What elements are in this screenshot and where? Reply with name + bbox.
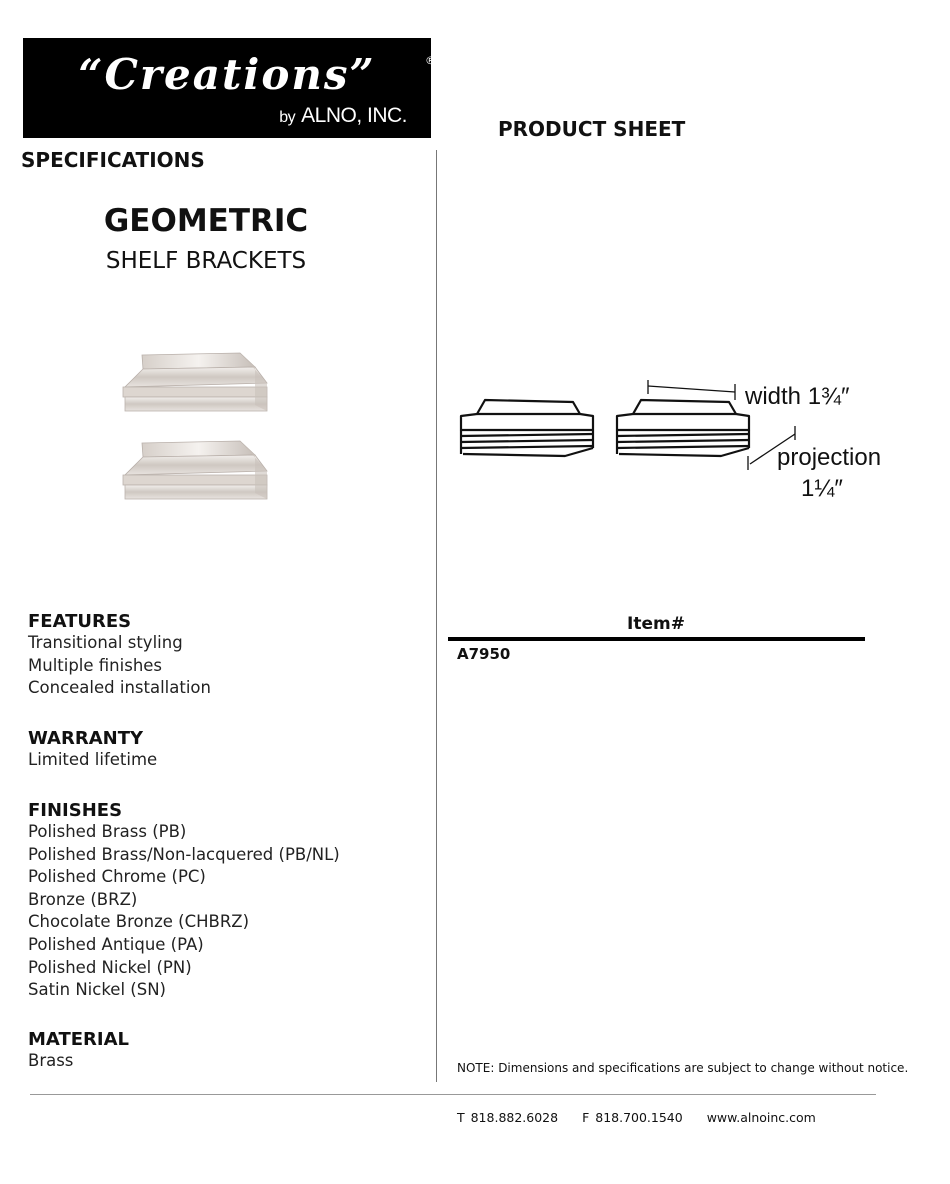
finish-item: Chocolate Bronze (CHBRZ)	[28, 912, 250, 932]
item-header-rule	[448, 637, 865, 641]
item-code: A7950	[457, 645, 511, 663]
projection-label: projection	[777, 444, 882, 471]
finishes-section	[28, 800, 340, 1002]
feature-item: Transitional styling	[28, 633, 183, 652]
logo-company	[279, 104, 407, 128]
bracket-photo-bottom	[123, 441, 267, 499]
feature-item: Multiple finishes	[28, 655, 163, 675]
phone-number: T 818.882.6028	[457, 1110, 559, 1125]
feature-item: Concealed installation	[28, 678, 211, 698]
width-dimension-line	[648, 380, 735, 400]
finish-item: Polished Brass (PB)	[28, 822, 187, 841]
finish-item: Bronze (BRZ)	[28, 889, 138, 909]
finish-item: Satin Nickel (SN)	[28, 980, 166, 1000]
disclaimer-note: NOTE: Dimensions and specifications are subject to change without notice.	[457, 1061, 909, 1075]
product-title: GEOMETRIC	[103, 203, 309, 239]
contact-info	[457, 1110, 834, 1125]
column-divider	[436, 150, 437, 1082]
warranty-section	[28, 728, 157, 772]
bracket-photo-top	[123, 353, 267, 411]
logo-brand-text: “Creations”	[78, 50, 376, 99]
fax-number: F 818.700.1540	[582, 1110, 683, 1125]
projection-value: 1¼″	[801, 475, 843, 502]
finish-item: Polished Nickel (PN)	[28, 957, 192, 977]
bracket-drawing-right	[617, 400, 749, 456]
item-header: Item#	[627, 614, 685, 634]
logo-company-name: ALNO, INC.	[301, 104, 407, 127]
material-section	[28, 1029, 129, 1073]
logo-by: by	[279, 109, 296, 126]
finishes-title: FINISHES	[28, 800, 123, 821]
features-section	[28, 611, 211, 700]
brand-logo	[23, 38, 436, 138]
width-label: width 1¾″	[745, 383, 850, 410]
material-title: MATERIAL	[28, 1029, 129, 1050]
footer-rule	[30, 1094, 876, 1095]
material-item: Brass	[28, 1051, 74, 1070]
warranty-item: Limited lifetime	[28, 750, 158, 769]
product-sheet-heading: PRODUCT SHEET	[498, 117, 686, 141]
website-link[interactable]: www.alnoinc.com	[706, 1110, 816, 1125]
product-subtitle: SHELF BRACKETS	[105, 248, 307, 274]
warranty-title: WARRANTY	[28, 728, 144, 749]
specifications-heading: SPECIFICATIONS	[21, 148, 205, 172]
features-title: FEATURES	[28, 611, 132, 632]
product-photo	[115, 345, 275, 515]
finish-item: Polished Chrome (PC)	[28, 867, 206, 887]
dimension-diagram	[455, 372, 885, 507]
registered-mark: ®	[425, 54, 436, 67]
bracket-drawing-left	[461, 400, 593, 456]
finish-item: Polished Antique (PA)	[28, 934, 204, 954]
finish-item: Polished Brass/Non-lacquered (PB/NL)	[28, 844, 340, 864]
